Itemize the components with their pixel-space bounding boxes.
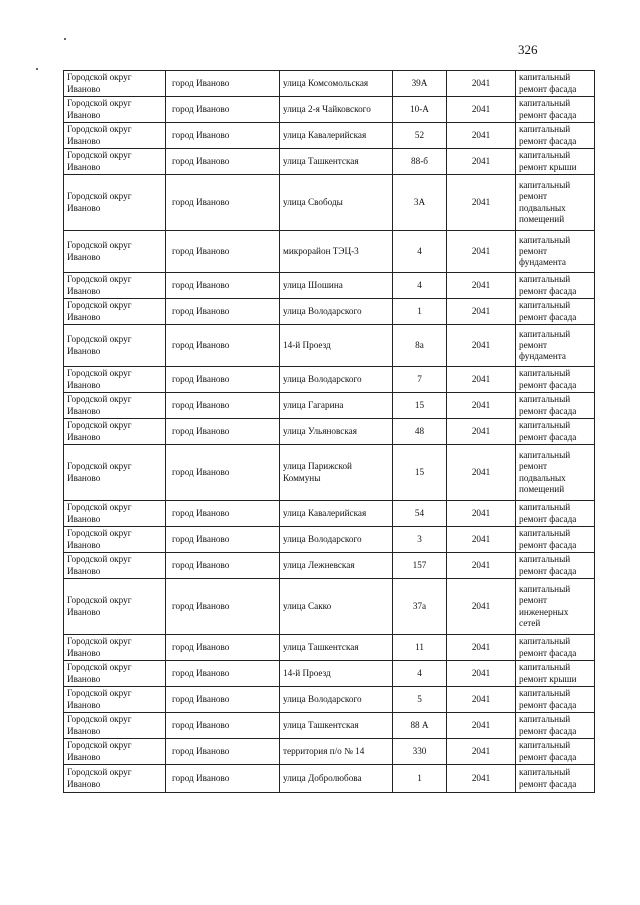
cell-district: Городской округ Иваново — [64, 445, 166, 501]
cell-year: 2041 — [447, 765, 516, 793]
table-row — [64, 501, 595, 527]
cell-city: город Иваново — [166, 273, 280, 299]
table-row — [64, 661, 595, 687]
cell-house-number: 48 — [393, 419, 447, 445]
cell-district: Городской округ Иваново — [64, 739, 166, 765]
cell-house-number: 39А — [393, 71, 447, 97]
cell-house-number: 3А — [393, 175, 447, 231]
cell-year: 2041 — [447, 419, 516, 445]
cell-year: 2041 — [447, 739, 516, 765]
table-row — [64, 175, 595, 231]
scan-speck — [64, 38, 66, 40]
cell-district: Городской округ Иваново — [64, 325, 166, 367]
page-number: 326 — [518, 42, 538, 57]
cell-work-type: капитальный ремонт фасада — [516, 739, 595, 765]
cell-work-type: капитальный ремонт фасада — [516, 393, 595, 419]
cell-district: Городской округ Иваново — [64, 299, 166, 325]
cell-street: улица Володарского — [280, 527, 393, 553]
cell-house-number: 15 — [393, 393, 447, 419]
cell-work-type: капитальный ремонт подвальных помещений — [516, 445, 595, 501]
cell-year: 2041 — [447, 175, 516, 231]
cell-street: улица Комсомольская — [280, 71, 393, 97]
cell-year: 2041 — [447, 445, 516, 501]
cell-street: микрорайон ТЭЦ-3 — [280, 231, 393, 273]
cell-house-number: 1 — [393, 299, 447, 325]
cell-city: город Иваново — [166, 299, 280, 325]
cell-city: город Иваново — [166, 501, 280, 527]
cell-district: Городской округ Иваново — [64, 501, 166, 527]
cell-year: 2041 — [447, 231, 516, 273]
cell-district: Городской округ Иваново — [64, 149, 166, 175]
cell-house-number: 3 — [393, 527, 447, 553]
cell-street: улица Володарского — [280, 687, 393, 713]
cell-year: 2041 — [447, 527, 516, 553]
cell-street: улица Свободы — [280, 175, 393, 231]
table-row — [64, 325, 595, 367]
cell-work-type: капитальный ремонт крыши — [516, 149, 595, 175]
table-row — [64, 739, 595, 765]
cell-city: город Иваново — [166, 97, 280, 123]
cell-district: Городской округ Иваново — [64, 231, 166, 273]
cell-work-type: капитальный ремонт фасада — [516, 273, 595, 299]
table-row — [64, 527, 595, 553]
cell-house-number: 11 — [393, 635, 447, 661]
cell-house-number: 157 — [393, 553, 447, 579]
cell-work-type: капитальный ремонт фасада — [516, 635, 595, 661]
cell-district: Городской округ Иваново — [64, 393, 166, 419]
cell-city: город Иваново — [166, 367, 280, 393]
cell-work-type: капитальный ремонт фасада — [516, 553, 595, 579]
cell-district: Городской округ Иваново — [64, 661, 166, 687]
cell-city: город Иваново — [166, 579, 280, 635]
cell-district: Городской округ Иваново — [64, 713, 166, 739]
cell-house-number: 15 — [393, 445, 447, 501]
cell-street: улица Сакко — [280, 579, 393, 635]
cell-street: улица 2-я Чайковского — [280, 97, 393, 123]
cell-street: улица Ташкентская — [280, 635, 393, 661]
cell-city: город Иваново — [166, 175, 280, 231]
cell-street: улица Володарского — [280, 367, 393, 393]
cell-year: 2041 — [447, 71, 516, 97]
scan-speck — [36, 68, 38, 70]
cell-work-type: капитальный ремонт фундамента — [516, 231, 595, 273]
table-row — [64, 445, 595, 501]
cell-city: город Иваново — [166, 527, 280, 553]
cell-year: 2041 — [447, 97, 516, 123]
cell-street: улица Шошина — [280, 273, 393, 299]
cell-work-type: капитальный ремонт фасада — [516, 527, 595, 553]
table-row — [64, 579, 595, 635]
cell-year: 2041 — [447, 553, 516, 579]
table-row — [64, 231, 595, 273]
cell-street: улица Парижской Коммуны — [280, 445, 393, 501]
table-row — [64, 553, 595, 579]
cell-district: Городской округ Иваново — [64, 635, 166, 661]
cell-work-type: капитальный ремонт фасада — [516, 299, 595, 325]
cell-year: 2041 — [447, 635, 516, 661]
cell-city: город Иваново — [166, 445, 280, 501]
registry-table — [63, 70, 595, 793]
cell-district: Городской округ Иваново — [64, 553, 166, 579]
cell-street: 14-й Проезд — [280, 325, 393, 367]
cell-year: 2041 — [447, 661, 516, 687]
table-row — [64, 367, 595, 393]
cell-district: Городской округ Иваново — [64, 367, 166, 393]
table-row — [64, 393, 595, 419]
registry-table-body — [64, 71, 595, 793]
cell-year: 2041 — [447, 713, 516, 739]
cell-district: Городской округ Иваново — [64, 687, 166, 713]
cell-year: 2041 — [447, 367, 516, 393]
cell-street: улица Ташкентская — [280, 149, 393, 175]
cell-city: город Иваново — [166, 71, 280, 97]
cell-street: улица Кавалерийская — [280, 501, 393, 527]
cell-street: улица Добролюбова — [280, 765, 393, 793]
cell-city: город Иваново — [166, 765, 280, 793]
cell-work-type: капитальный ремонт фасада — [516, 419, 595, 445]
cell-district: Городской округ Иваново — [64, 175, 166, 231]
cell-street: улица Ульяновская — [280, 419, 393, 445]
cell-work-type: капитальный ремонт фасада — [516, 71, 595, 97]
cell-district: Городской округ Иваново — [64, 765, 166, 793]
cell-house-number: 4 — [393, 231, 447, 273]
cell-work-type: капитальный ремонт фасада — [516, 367, 595, 393]
cell-city: город Иваново — [166, 635, 280, 661]
cell-work-type: капитальный ремонт крыши — [516, 661, 595, 687]
cell-work-type: капитальный ремонт подвальных помещений — [516, 175, 595, 231]
cell-district: Городской округ Иваново — [64, 579, 166, 635]
cell-work-type: капитальный ремонт фасада — [516, 97, 595, 123]
cell-city: город Иваново — [166, 661, 280, 687]
table-row — [64, 687, 595, 713]
table-row — [64, 123, 595, 149]
cell-work-type: капитальный ремонт фасада — [516, 687, 595, 713]
cell-street: 14-й Проезд — [280, 661, 393, 687]
cell-year: 2041 — [447, 501, 516, 527]
cell-city: город Иваново — [166, 149, 280, 175]
cell-city: город Иваново — [166, 687, 280, 713]
cell-city: город Иваново — [166, 713, 280, 739]
cell-city: город Иваново — [166, 553, 280, 579]
cell-house-number: 8а — [393, 325, 447, 367]
cell-district: Городской округ Иваново — [64, 97, 166, 123]
cell-work-type: капитальный ремонт фасада — [516, 713, 595, 739]
table-row — [64, 299, 595, 325]
cell-year: 2041 — [447, 149, 516, 175]
cell-house-number: 4 — [393, 273, 447, 299]
table-row — [64, 71, 595, 97]
cell-street: улица Володарского — [280, 299, 393, 325]
table-row — [64, 765, 595, 793]
cell-house-number: 7 — [393, 367, 447, 393]
cell-city: город Иваново — [166, 393, 280, 419]
cell-street: улица Гагарина — [280, 393, 393, 419]
cell-year: 2041 — [447, 393, 516, 419]
cell-district: Городской округ Иваново — [64, 527, 166, 553]
cell-street: улица Кавалерийская — [280, 123, 393, 149]
cell-house-number: 88-б — [393, 149, 447, 175]
cell-street: улица Лежневская — [280, 553, 393, 579]
table-row — [64, 149, 595, 175]
cell-street: территория п/о № 14 — [280, 739, 393, 765]
cell-city: город Иваново — [166, 231, 280, 273]
cell-house-number: 88 А — [393, 713, 447, 739]
cell-work-type: капитальный ремонт фундамента — [516, 325, 595, 367]
cell-city: город Иваново — [166, 739, 280, 765]
cell-district: Городской округ Иваново — [64, 71, 166, 97]
cell-year: 2041 — [447, 123, 516, 149]
cell-house-number: 5 — [393, 687, 447, 713]
cell-city: город Иваново — [166, 325, 280, 367]
table-row — [64, 635, 595, 661]
cell-house-number: 1 — [393, 765, 447, 793]
cell-house-number: 10-А — [393, 97, 447, 123]
cell-work-type: капитальный ремонт фасада — [516, 123, 595, 149]
table-row — [64, 97, 595, 123]
cell-house-number: 54 — [393, 501, 447, 527]
cell-city: город Иваново — [166, 123, 280, 149]
cell-work-type: капитальный ремонт инженерных сетей — [516, 579, 595, 635]
cell-year: 2041 — [447, 299, 516, 325]
cell-work-type: капитальный ремонт фасада — [516, 765, 595, 793]
cell-work-type: капитальный ремонт фасада — [516, 501, 595, 527]
table-row — [64, 273, 595, 299]
cell-year: 2041 — [447, 325, 516, 367]
cell-year: 2041 — [447, 687, 516, 713]
cell-district: Городской округ Иваново — [64, 273, 166, 299]
cell-house-number: 37а — [393, 579, 447, 635]
cell-house-number: 330 — [393, 739, 447, 765]
cell-year: 2041 — [447, 273, 516, 299]
cell-city: город Иваново — [166, 419, 280, 445]
cell-house-number: 52 — [393, 123, 447, 149]
cell-district: Городской округ Иваново — [64, 419, 166, 445]
table-row — [64, 713, 595, 739]
cell-street: улица Ташкентская — [280, 713, 393, 739]
table-row — [64, 419, 595, 445]
cell-year: 2041 — [447, 579, 516, 635]
cell-district: Городской округ Иваново — [64, 123, 166, 149]
cell-house-number: 4 — [393, 661, 447, 687]
